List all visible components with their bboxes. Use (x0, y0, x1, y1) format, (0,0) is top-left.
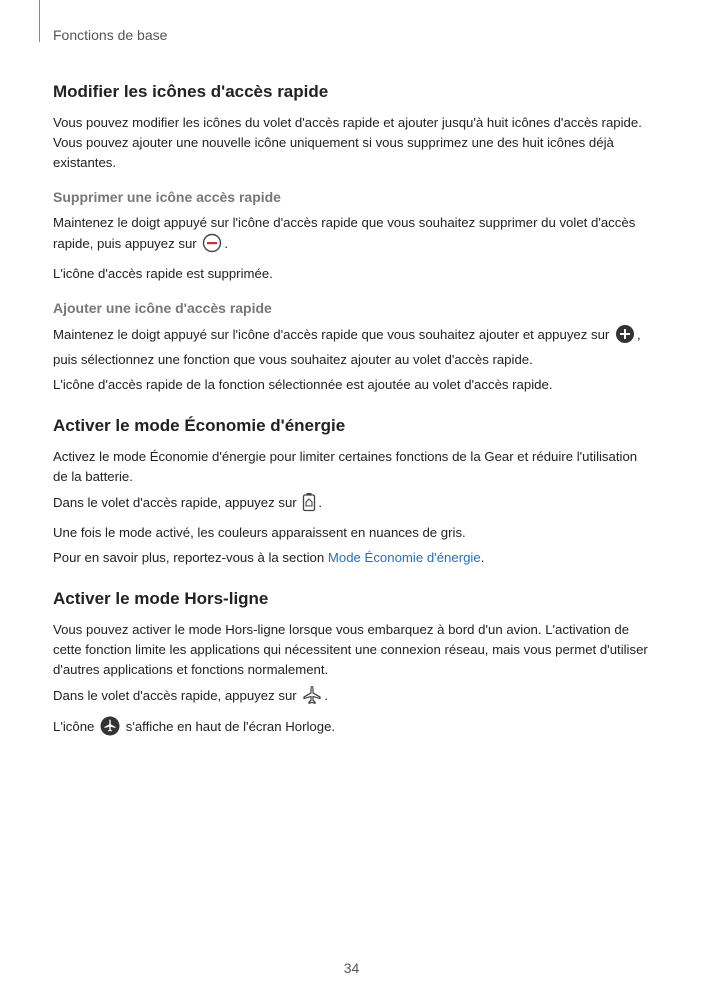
text: . (318, 495, 323, 510)
paragraph (53, 548, 653, 568)
text: . (324, 688, 329, 703)
paragraph: Vous pouvez activer le mode Hors-ligne lorsque vous embarquez à bord d'un avion. L'activation de cette fonction limite les applications qui nécessitent une connexion réseau, mais vous permet d'utiliser d'autres applications et fonctions normalement. (53, 622, 648, 677)
text: Pour en savoir plus, reportez-vous à la section (53, 550, 325, 565)
paragraph: L'icône d'accès rapide de la fonction sélectionnée est ajoutée au volet d'accès rapide. (53, 377, 553, 392)
text: . (224, 236, 229, 251)
paragraph: Activez le mode Économie d'énergie pour limiter certaines fonctions de la Gear et réduire l'utilisation de la batterie. (53, 449, 638, 484)
text: s'affiche en haut de l'écran Horloge. (125, 719, 336, 734)
text: Maintenez le doigt appuyé sur l'icône d'accès rapide que vous souhaitez supprimer du volet d'accès rapide, puis appuyez sur (53, 215, 636, 251)
text: , puis sélectionnez une fonction que vous souhaitez ajouter au volet d'accès rapide. (53, 327, 641, 367)
paragraph: Une fois le mode activé, les couleurs apparaissent en nuances de gris. (53, 525, 466, 540)
power-saving-link[interactable]: Mode Économie d'énergie (327, 550, 481, 565)
subsection-title-remove: Supprimer une icône accès rapide (53, 189, 281, 205)
page-header: Fonctions de base (53, 27, 168, 43)
subsection-title-add: Ajouter une icône d'accès rapide (53, 300, 272, 316)
paragraph (53, 716, 653, 742)
paragraph (53, 492, 653, 518)
paragraph: L'icône d'accès rapide est supprimée. (53, 266, 273, 281)
battery-leaf-icon (302, 492, 316, 518)
page-content (53, 80, 653, 747)
paragraph (53, 213, 653, 259)
text: Dans le volet d'accès rapide, appuyez sur (53, 688, 297, 703)
page-number: 34 (343, 960, 360, 976)
text: . (480, 550, 485, 565)
text: Maintenez le doigt appuyé sur l'icône d'accès rapide que vous souhaitez ajouter et appuyez sur (53, 327, 610, 342)
airplane-icon (302, 685, 322, 711)
header-divider (39, 0, 40, 42)
text: L'icône (53, 719, 95, 734)
paragraph (53, 685, 653, 711)
section-title-quick-icons: Modifier les icônes d'accès rapide (53, 82, 329, 101)
paragraph: Vous pouvez modifier les icônes du volet d'accès rapide et ajouter jusqu'à huit icônes d'accès rapide. Vous pouvez ajouter une nouvelle icône uniquement si vous supprimez une des huit icônes déjà existantes. (53, 115, 642, 170)
minus-circle-icon (202, 233, 222, 259)
airplane-badge-icon (100, 716, 120, 742)
plus-circle-icon (615, 324, 635, 350)
section-title-power-saving: Activer le mode Économie d'énergie (53, 416, 346, 435)
paragraph (53, 324, 653, 370)
section-title-offline: Activer le mode Hors-ligne (53, 589, 269, 608)
text: Dans le volet d'accès rapide, appuyez sur (53, 495, 297, 510)
